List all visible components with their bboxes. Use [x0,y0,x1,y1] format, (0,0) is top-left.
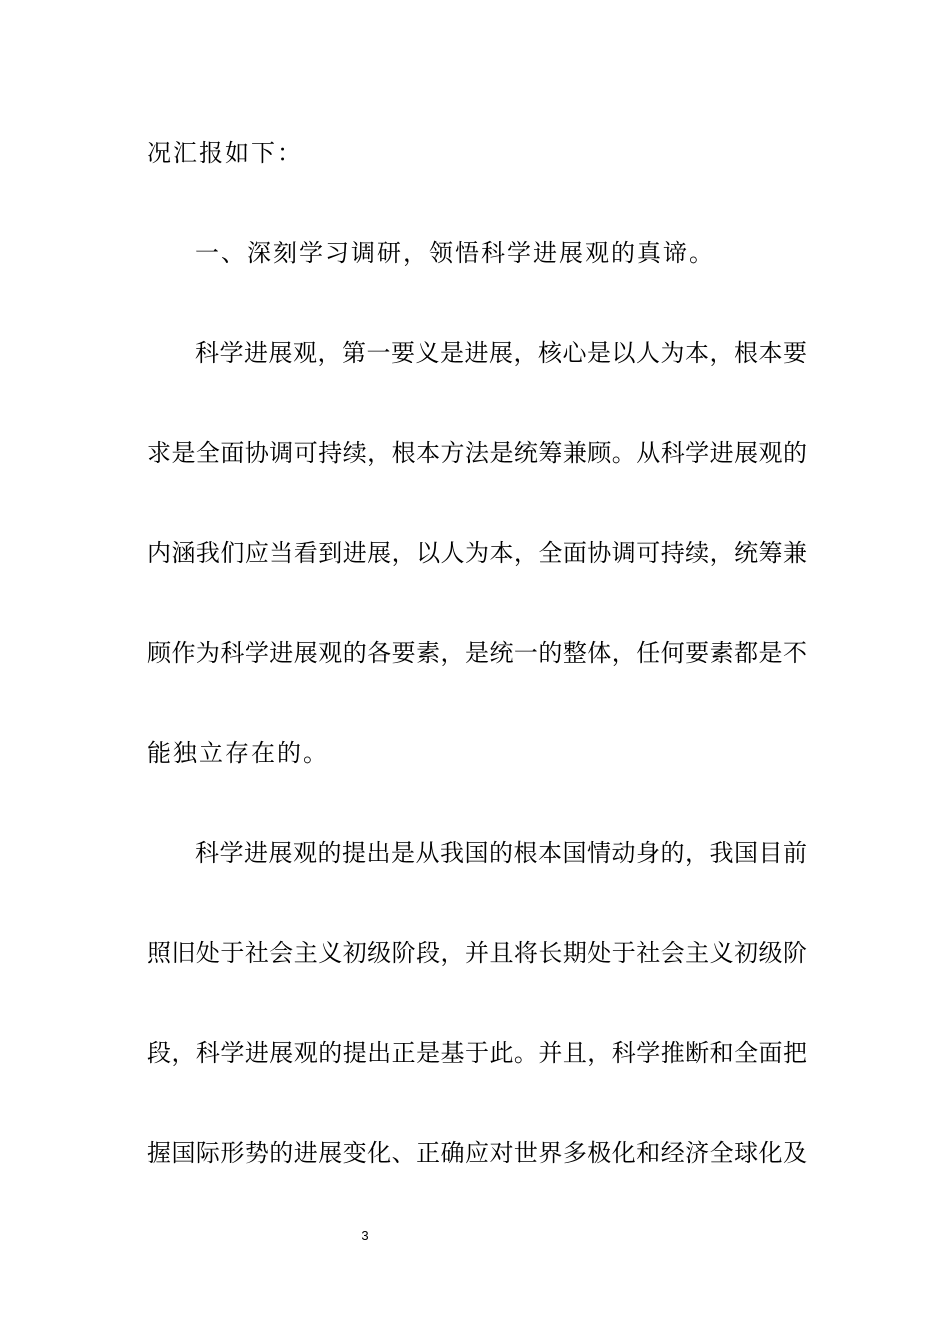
text-line-9: 照旧处于社会主义初级阶段，并且将长期处于社会主义初级阶 [147,939,807,967]
text-line-1: 况汇报如下： [147,139,303,167]
page-number: 3 [361,1228,369,1243]
text-line-5: 内涵我们应当看到进展，以人为本，全面协调可持续，统筹兼 [147,539,807,567]
text-line-11: 握国际形势的进展变化、正确应对世界多极化和经济全球化及 [147,1139,807,1167]
text-line-8: 科学进展观的提出是从我国的根本国情动身的，我国目前 [195,839,807,867]
text-line-3: 科学进展观，第一要义是进展，核心是以人为本，根本要 [195,339,807,367]
text-line-6: 顾作为科学进展观的各要素，是统一的整体，任何要素都是不 [147,639,807,667]
text-line-7: 能独立存在的。 [147,739,329,767]
text-line-10: 段，科学进展观的提出正是基于此。并且，科学推断和全面把 [147,1039,807,1067]
text-line-4: 求是全面协调可持续，根本方法是统筹兼顾。从科学进展观的 [147,439,807,467]
section-heading: 一、深刻学习调研，领悟科学进展观的真谛。 [195,239,715,267]
